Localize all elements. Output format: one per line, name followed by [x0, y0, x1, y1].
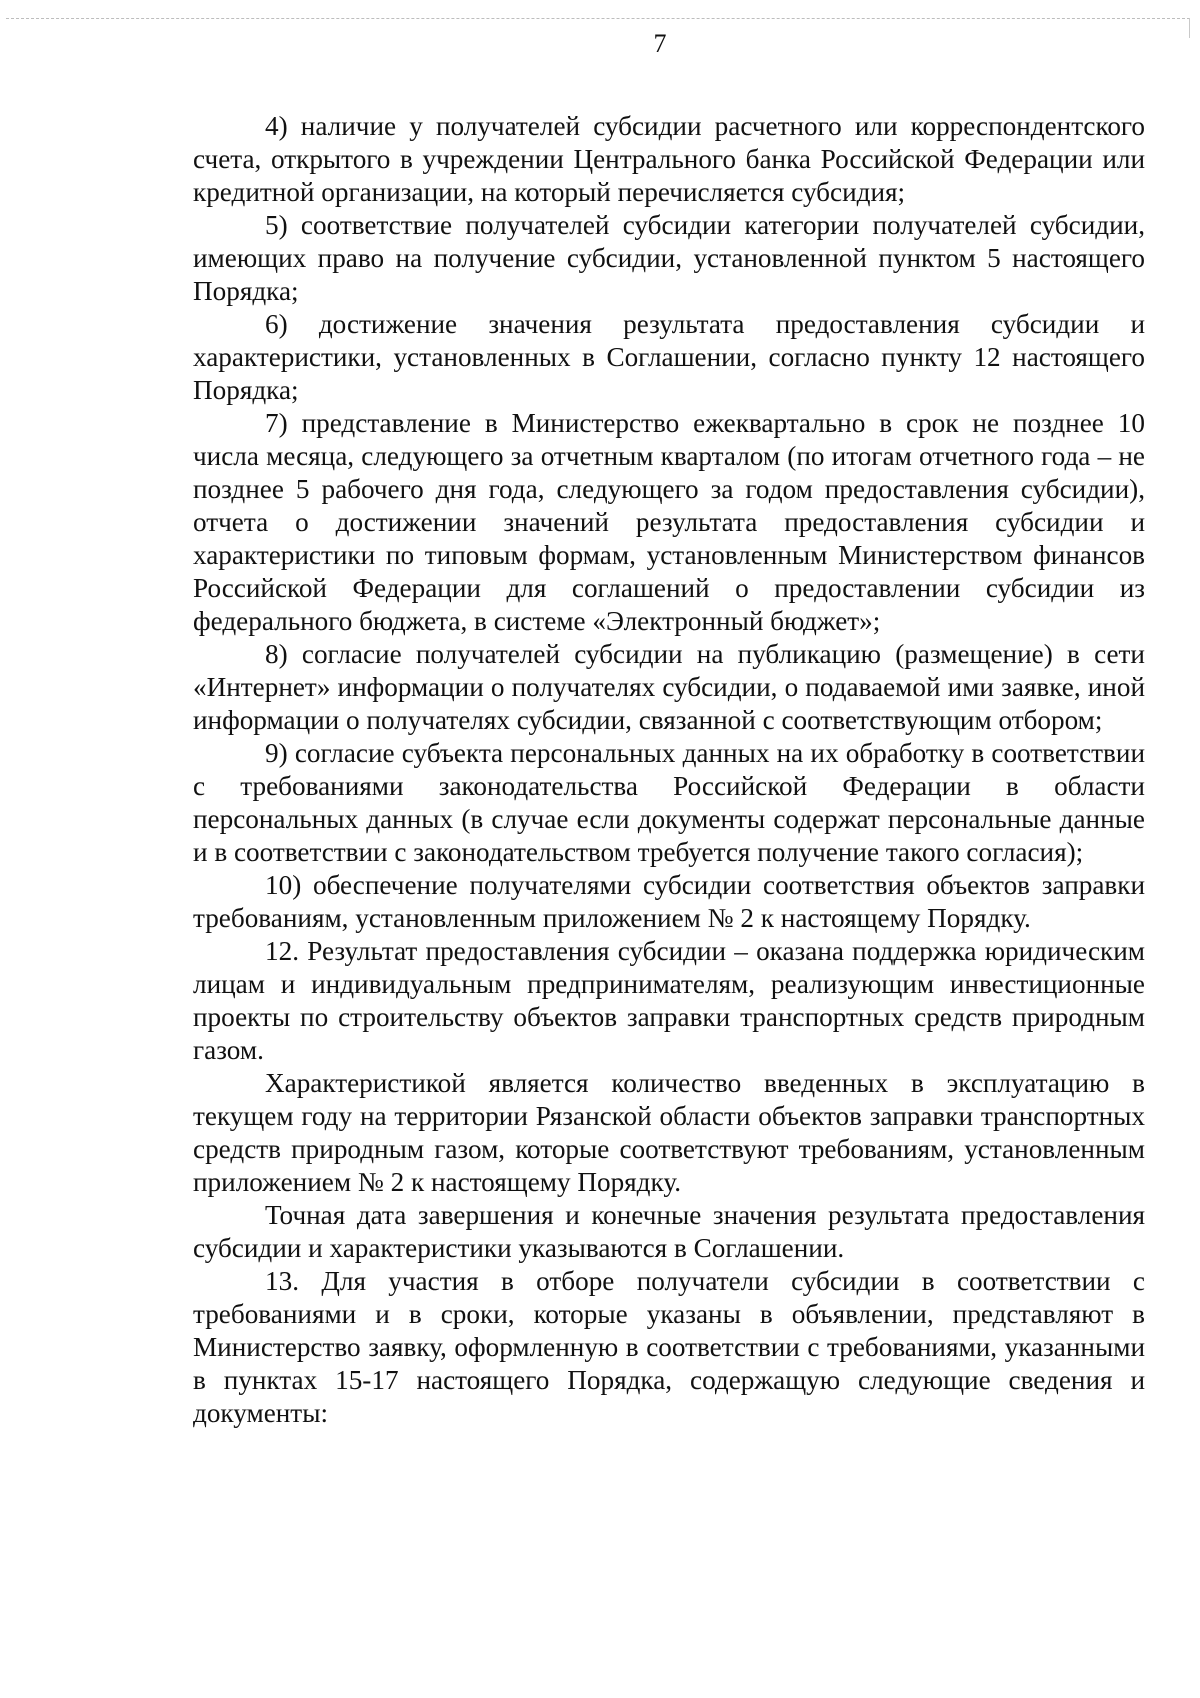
- paragraph-clause-13: 13. Для участия в отборе получатели субсидии в соответствии с требованиями и в сроки, которые указаны в объявлении, представляют в Министерство заявку, оформленную в соответствии с требованиями, указанными в пунктах 15-17 настоящего Порядка, содержащую следующие сведения и документы:: [193, 1266, 1145, 1428]
- scan-border-line: [6, 18, 1190, 19]
- document-body: [193, 110, 1145, 1430]
- paragraph-item-6: 6) достижение значения результата предоставления субсидии и характеристики, установленных в Соглашении, согласно пункту 12 настоящего Порядка;: [193, 309, 1145, 405]
- paragraph-item-10: 10) обеспечение получателями субсидии соответствия объектов заправки требованиям, установленным приложением № 2 к настоящему Порядку.: [193, 870, 1145, 933]
- paragraph-completion-date: Точная дата завершения и конечные значения результата предоставления субсидии и характеристики указываются в Соглашении.: [193, 1200, 1145, 1263]
- page-number: 7: [653, 29, 667, 58]
- paragraph-item-8: 8) согласие получателей субсидии на публикацию (размещение) в сети «Интернет» информации о получателях субсидии, о подаваемой ими заявке, иной информации о получателях субсидии, связанной с соответствующим отбором;: [193, 639, 1145, 735]
- paragraph-item-4: 4) наличие у получателей субсидии расчетного или корреспондентского счета, открытого в учреждении Центрального банка Российской Федерации или кредитной организации, на который перечисляется субсидия;: [193, 111, 1145, 207]
- paragraph-item-9: 9) согласие субъекта персональных данных на их обработку в соответствии с требованиями законодательства Российской Федерации в области персональных данных (в случае если документы содержат персональные данные и в соответствии с законодательством требуется получение такого согласия);: [193, 738, 1145, 867]
- paragraph-item-5: 5) соответствие получателей субсидии категории получателей субсидии, имеющих право на получение субсидии, установленной пунктом 5 настоящего Порядка;: [193, 210, 1145, 306]
- paragraph-characteristic: Характеристикой является количество введенных в эксплуатацию в текущем году на территории Рязанской области объектов заправки транспортных средств природным газом, которые соответствуют требованиям, установленным приложением № 2 к настоящему Порядку.: [193, 1068, 1145, 1197]
- paragraph-clause-12: 12. Результат предоставления субсидии – оказана поддержка юридическим лицам и индивидуальным предпринимателям, реализующим инвестиционные проекты по строительству объектов заправки транспортных средств природным газом.: [193, 936, 1145, 1065]
- paragraph-item-7: 7) представление в Министерство ежеквартально в срок не позднее 10 числа месяца, следующего за отчетным кварталом (по итогам отчетного года – не позднее 5 рабочего дня года, следующего за годом предоставления субсидии), отчета о достижении значений результата предоставления субсидии и характеристики по типовым формам, установленным Министерством финансов Российской Федерации для соглашений о предоставлении субсидии из федерального бюджета, в системе «Электронный бюджет»;: [193, 408, 1145, 636]
